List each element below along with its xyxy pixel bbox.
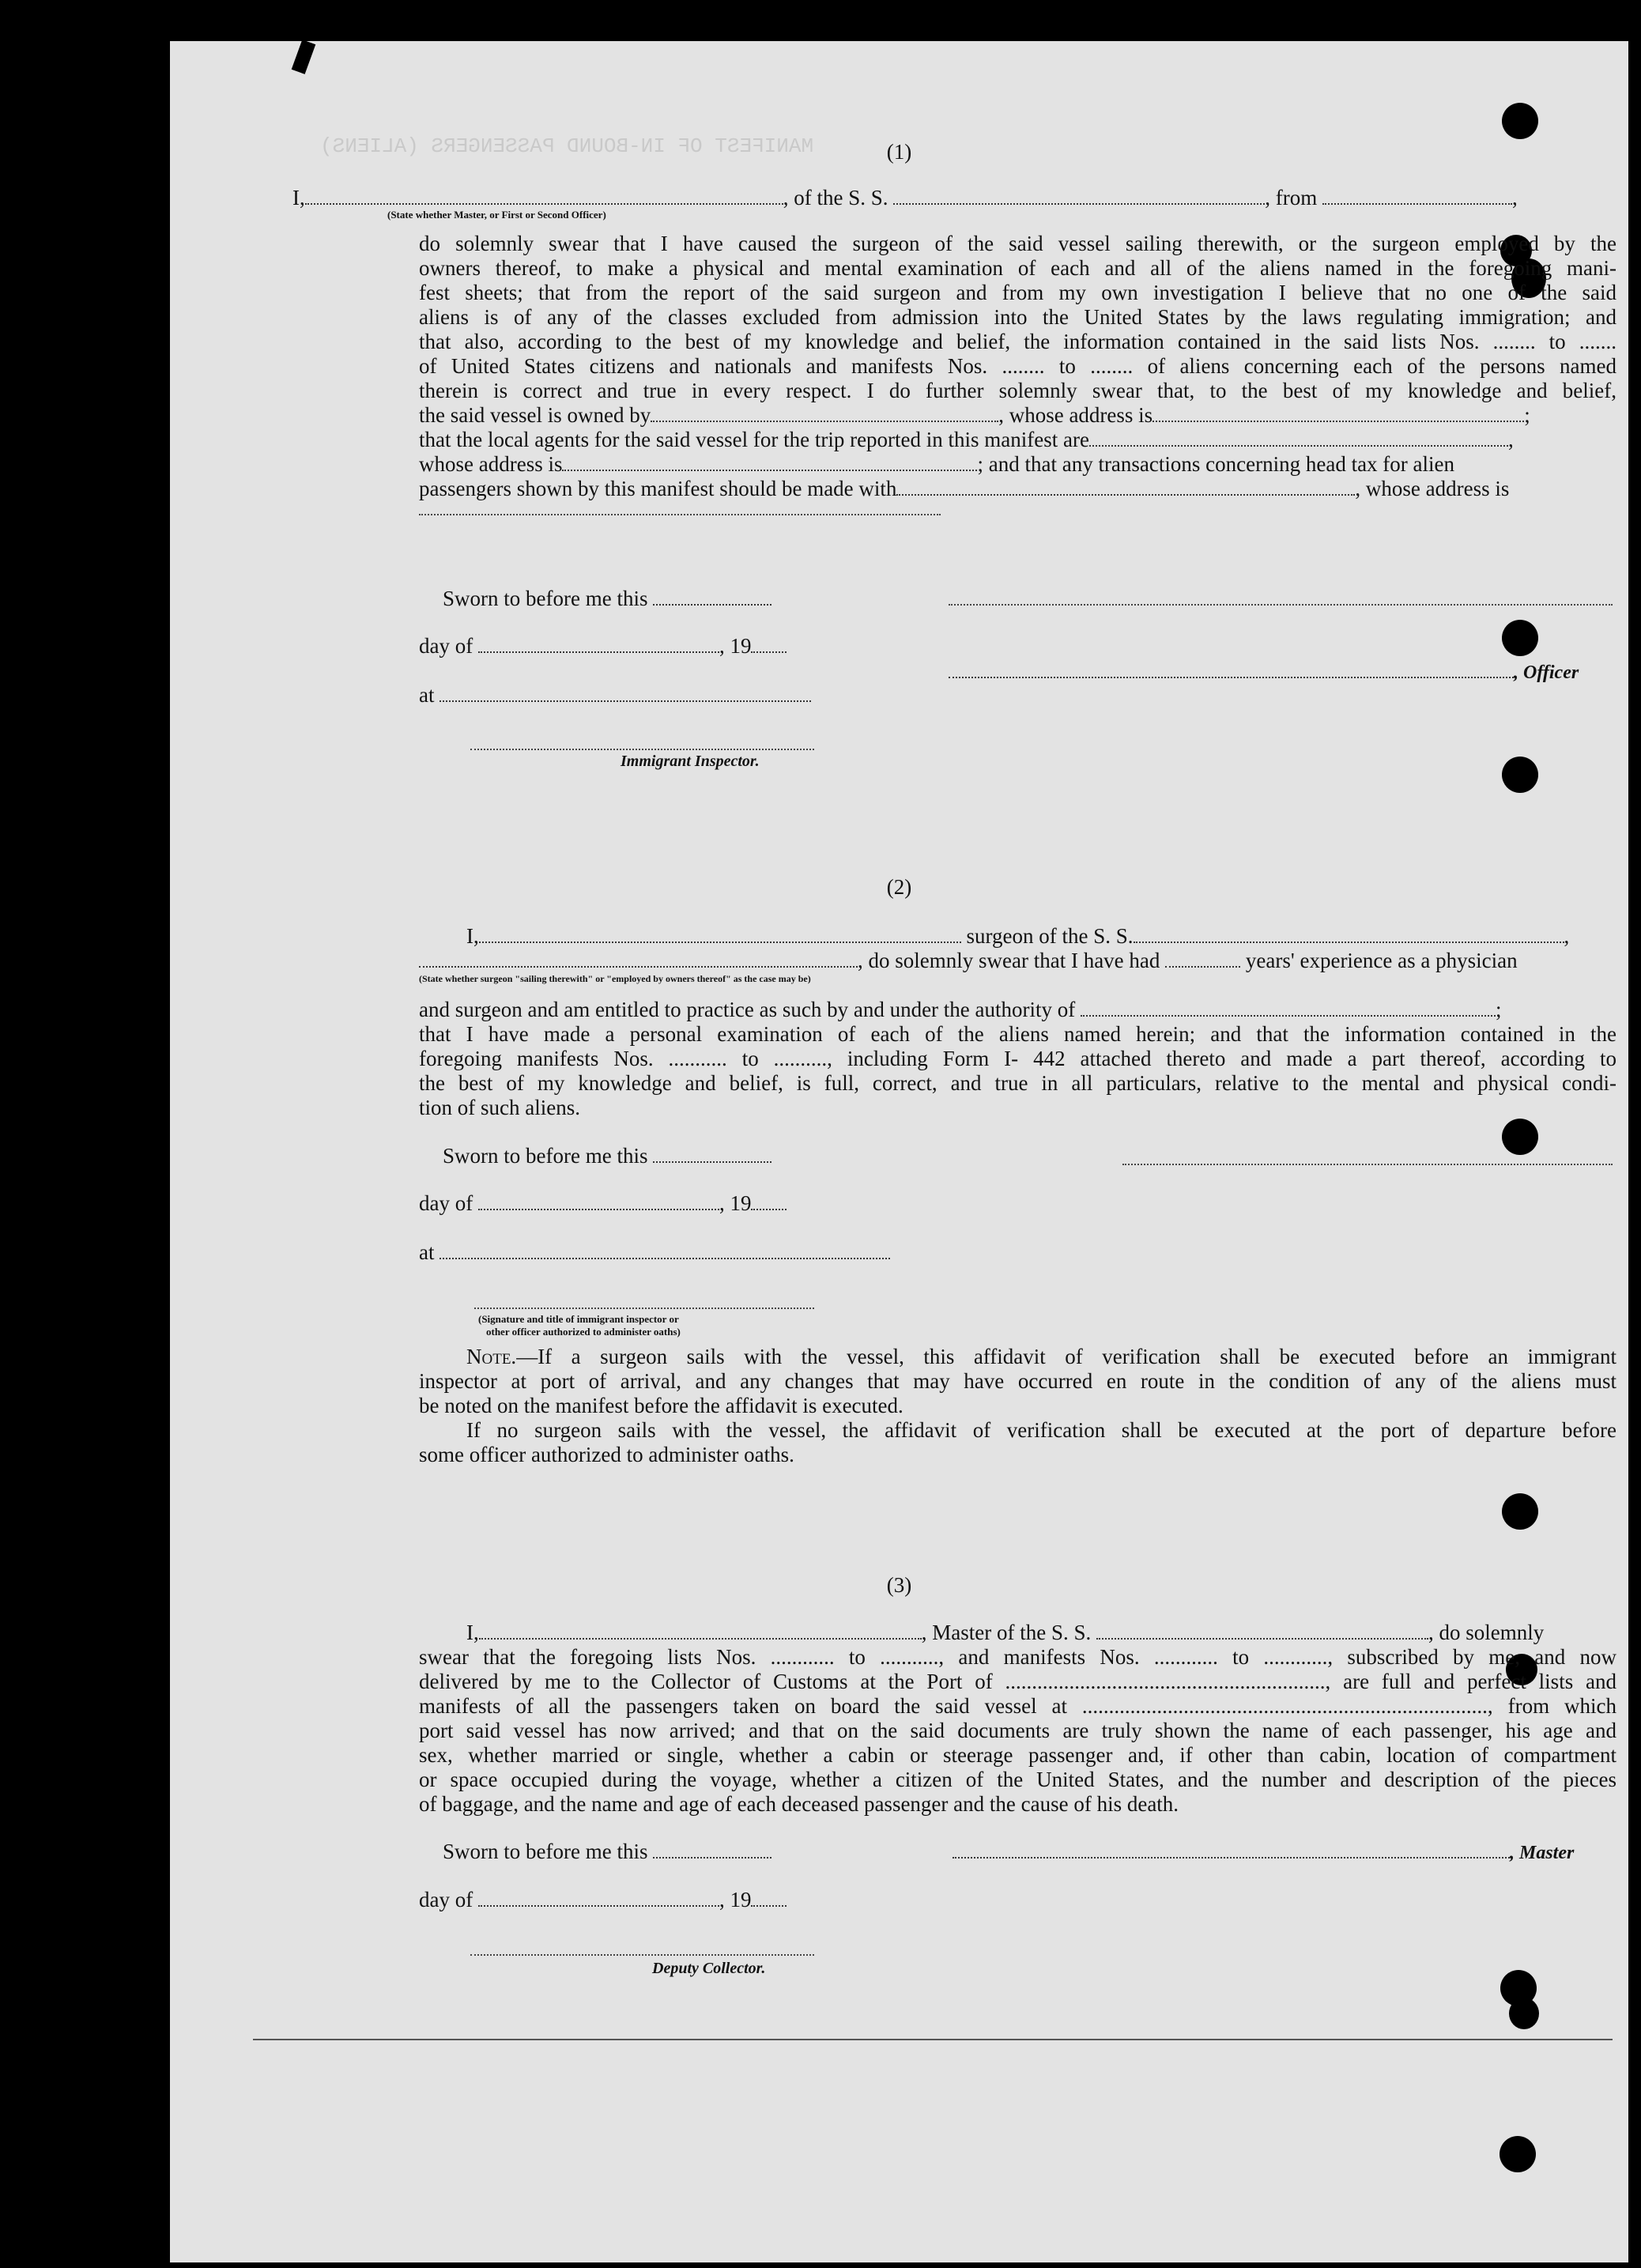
scan-edge-mark — [83, 1850, 89, 1897]
section-2-inspector-line — [474, 1308, 814, 1309]
section-2-authority-line: and surgeon and am entitled to practice as such by and under the authority of ; — [419, 998, 1502, 1021]
punch-hole — [1509, 1998, 1539, 2029]
scan-edge-mark — [79, 1723, 85, 1733]
section-3-day-of: day of , 19 — [419, 1888, 787, 1912]
head-tax-line: passengers shown by this manifest should be made with , whose address is — [419, 477, 1510, 500]
officer-signature-line-top — [949, 604, 1613, 606]
section-2-at: at — [419, 1240, 890, 1265]
officer-signature: , Officer — [949, 659, 1579, 685]
surgeon-type-caption: (State whether surgeon "sailing therewith" or "employed by owners thereof" as the case may be) — [419, 973, 811, 984]
section-2-signature-caption: (Signature and title of immigrant inspector or — [478, 1313, 679, 1325]
note-paragraph: Note.—If a surgeon sails with the vessel, this affidavit of verification shall be executed before an immigrant inspector at port of arrival, and any changes that may have occurred en route in the condition of any of the aliens must be noted on the manifest before the affidavit is executed. If no surgeon sails with the vessel, the affidavit of verification shall be executed at the port of departure before some officer authorized to administer oaths. — [419, 1345, 1616, 1466]
section-2-second-line: , do solemnly swear that I have had years' experience as a physician — [419, 949, 1518, 973]
section-2-paragraph: that I have made a personal examination of each of the aliens named herein; and that the information contained in the foregoing manifests Nos. ........... to .........., including Form I- 442 attached thereto and made a part thereof, according to the best of my knowledge and belief, is full, correct, and true in all particulars, relative to the mental and physical condi- tion of such aliens. — [419, 1022, 1616, 1119]
immigrant-inspector-label: Immigrant Inspector. — [621, 753, 760, 770]
vessel-owner-line: the said vessel is owned by , whose address is ; — [419, 403, 1530, 427]
inspector-signature-line — [470, 749, 814, 750]
section-3-first-line: I, , Master of the S. S. , do solemnly — [466, 1621, 1545, 1644]
bottom-rule — [253, 2039, 1613, 2040]
master-signature: , Master — [953, 1840, 1574, 1866]
section-3-number: (3) — [886, 1573, 912, 1597]
scan-edge-mark — [79, 1680, 84, 1691]
punch-hole — [1500, 2136, 1536, 2172]
section-3-sworn: Sworn to before me this — [443, 1840, 771, 1864]
section-1-sworn: Sworn to before me this — [443, 587, 771, 611]
collector-signature-line — [470, 1954, 814, 1956]
officer-type-caption: (State whether Master, or First or Second Officer) — [387, 209, 606, 221]
section-1-paragraph: do solemnly swear that I have caused the surgeon of the said vessel sailing therewith, or the surgeon employed by the owners thereof, to make a physical and mental examination of each and all of the aliens named in the foregoing mani- fest sheets; that from the report of the said surgeon and from my own investigation I believe that no one of the said aliens is of any of the classes excluded from admission into the United States by the laws regulating immigration; and that also, according to the best of my knowledge and belief, the information contained in the said lists Nos. ........ to ....... of United States citizens and nationals and manifests Nos. ........ to ........ of aliens concerning each of the persons named therein is correct and true in every respect. I do further solemnly swear that, to the best of my knowledge and belief, — [419, 232, 1616, 402]
section-2-first-line: I, surgeon of the S. S. , — [466, 924, 1570, 948]
form-page — [170, 41, 1628, 2262]
deputy-collector-label: Deputy Collector. — [652, 1960, 766, 1977]
punch-hole — [1502, 757, 1538, 793]
section-2-day-of: day of , 19 — [419, 1191, 787, 1216]
address-continuation-line — [419, 514, 941, 515]
scan-edge-mark — [70, 1787, 76, 1796]
local-agents-line: that the local agents for the said vessel for the trip reported in this manifest are , — [419, 428, 1514, 451]
section-2-signature-caption: other officer authorized to administer oaths) — [486, 1326, 681, 1338]
bleed-through-header: MANIFEST OF IN-BOUND PASSENGERS (ALIENS) — [320, 134, 814, 158]
section-1-first-line: I, , of the S. S. , from , — [292, 186, 1518, 209]
agents-address-line: whose address is ; and that any transactions concerning head tax for alien — [419, 452, 1455, 476]
punch-hole — [1502, 103, 1538, 139]
punch-hole — [1502, 1493, 1538, 1530]
scan-edge-mark — [67, 1660, 74, 1677]
section-2-signature-line — [1122, 1164, 1613, 1165]
section-2-sworn: Sworn to before me this — [443, 1144, 771, 1168]
punch-hole — [1502, 1119, 1538, 1155]
punch-hole — [1502, 620, 1538, 656]
tear-mark — [292, 40, 316, 74]
section-1-at: at — [419, 683, 811, 708]
scan-edge-mark — [75, 1913, 83, 1976]
section-1-day-of: day of , 19 — [419, 634, 787, 659]
section-2-number: (2) — [886, 875, 912, 899]
section-1-number: (1) — [886, 140, 912, 164]
section-3-paragraph: swear that the foregoing lists Nos. ............ to ..........., and manifests Nos. ............ to ............, subscribed by me, and now delivered by me to the Collector of Customs at the Port of ............................................................, are full and perfect lists and manifests of all the passengers taken on board the said vessel at ............................................................................, from which port said vessel has now arrived; and that on the said documents are truly shown the name of each passenger, his age and sex, whether married or single, whether a cabin or steerage passenger and, if other than cabin, location of compartment or space occupied during the voyage, whether a citizen of the United States, and the number and description of the pieces of baggage, and the name and age of each deceased passenger and the cause of his death. — [419, 1645, 1616, 1816]
